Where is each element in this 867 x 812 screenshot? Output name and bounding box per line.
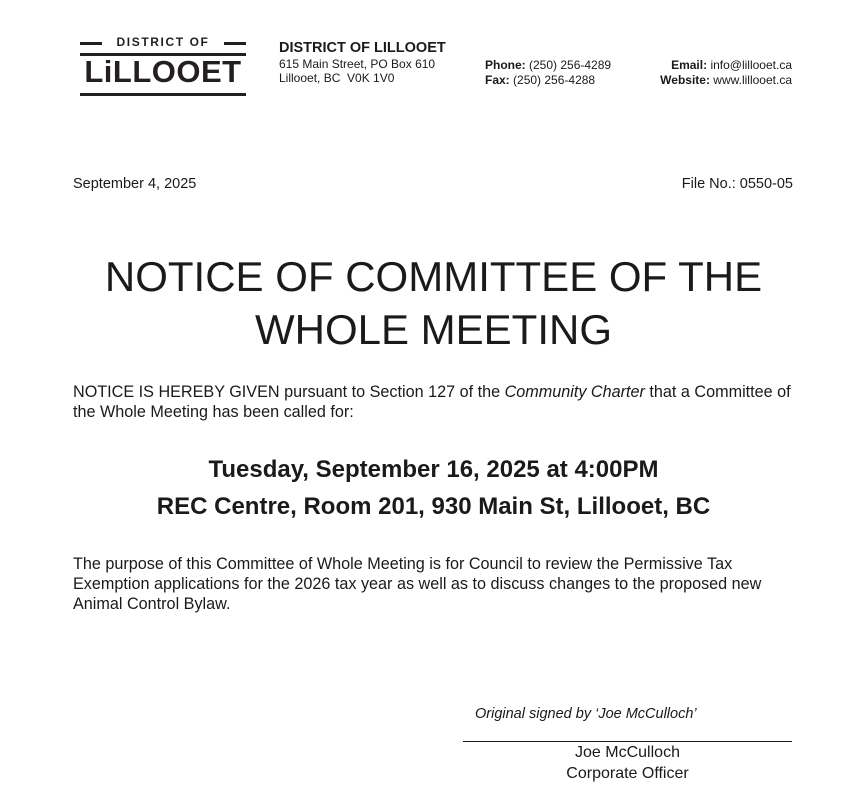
phone-value: (250) 256-4289 — [529, 58, 612, 72]
meeting-details — [0, 451, 867, 525]
signatory-role: Corporate Officer — [566, 765, 689, 782]
letter-date: September 4, 2025 — [73, 176, 197, 192]
district-logo — [80, 37, 246, 99]
email-value: info@lillooet.ca — [710, 58, 792, 72]
org-name: DISTRICT OF LILLOOET — [279, 40, 446, 56]
notice-lead: NOTICE IS HEREBY GIVEN pursuant to Section 127 of the — [73, 383, 505, 401]
logo-rule-bottom — [80, 93, 246, 96]
signature-block — [463, 742, 792, 784]
title-line2: WHOLE MEETING — [254, 306, 613, 353]
meeting-location: REC Centre, Room 201, 930 Main St, Lillooet, BC — [156, 493, 711, 520]
phone-label: Phone: — [485, 58, 526, 72]
notice-paragraph — [73, 382, 803, 422]
email-web-block — [660, 58, 792, 88]
purpose-paragraph: The purpose of this Committee of Whole Meeting is for Council to review the Permissive Tax Exemption applications for the 2026 tax year as well as to discuss changes to the proposed new Animal Control Bylaw. — [73, 555, 762, 613]
signature-note: Original signed by ‘Joe McCulloch’ — [475, 706, 697, 722]
logo-line2: LiLLOOET — [84, 54, 242, 89]
address-line2: Lillooet, BC V0K 1V0 — [279, 71, 395, 85]
fax-value: (250) 256-4288 — [513, 73, 596, 87]
logo-line1: DISTRICT OF — [116, 35, 210, 49]
phone-fax-block — [485, 58, 611, 88]
meeting-datetime: Tuesday, September 16, 2025 at 4:00PM — [208, 456, 659, 483]
address-line1: 615 Main Street, PO Box 610 — [279, 57, 436, 71]
notice-title — [0, 250, 867, 356]
notice-trail: that a Committee of the Whole Meeting has been called for: — [73, 383, 791, 421]
org-address-block — [279, 40, 446, 85]
website-label: Website: — [660, 73, 710, 87]
email-label: Email: — [671, 58, 708, 72]
title-line1: NOTICE OF COMMITTEE OF THE — [104, 253, 763, 300]
community-charter-text: Community Charter — [504, 383, 645, 401]
website-value: www.lillooet.ca — [713, 73, 792, 87]
fax-label: Fax: — [485, 73, 510, 87]
file-number: File No.: 0550-05 — [681, 176, 793, 192]
signatory-name: Joe McCulloch — [575, 744, 680, 761]
